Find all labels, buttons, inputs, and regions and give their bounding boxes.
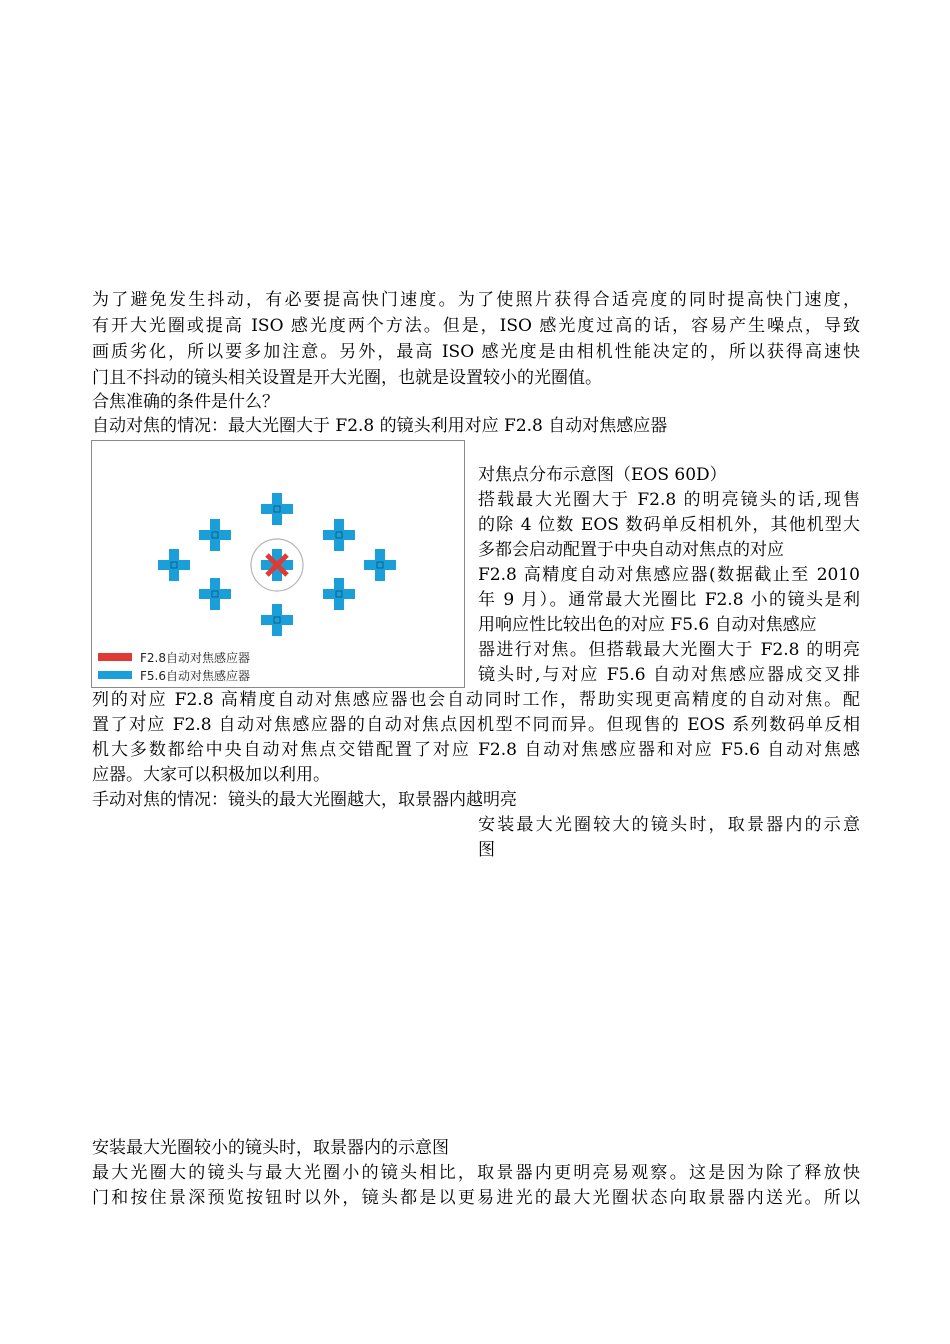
intro-line-2: 有开大光圈或提高 ISO 感光度两个方法。但是，ISO 感光度过高的话，容易产生噪点，导致	[92, 316, 860, 336]
side-line-3: 多都会启动配置于中央自动对焦点的对应	[478, 540, 784, 560]
legend-swatch-f28	[98, 653, 132, 661]
closing-line-2: 门和按住景深预览按钮时以外，镜头都是以更易进光的最大光圈状态向取景器内送光。所以	[92, 1188, 860, 1208]
intro-line-1: 为了避免发生抖动，有必要提高快门速度。为了使照片获得合适亮度的同时提高快门速度，	[92, 290, 860, 310]
full-line-3: 机大多数都给中央自动对焦点交错配置了对应 F2.8 自动对焦感应器和对应 F5.6 自动对焦感	[92, 740, 860, 760]
side-line-4: F2.8 高精度自动对焦感应器(数据截止至 2010	[478, 565, 860, 585]
legend-label-f28: F2.8自动对焦感应器	[140, 651, 250, 665]
side-line-6: 用响应性比较出色的对应 F5.6 自动对焦感应	[478, 615, 817, 635]
af-point-right	[364, 549, 396, 581]
af-point-bottom	[261, 604, 293, 636]
small-aperture-caption: 安装最大光圈较小的镜头时，取景器内的示意图	[92, 1138, 449, 1158]
diagram-caption: 对焦点分布示意图（EOS 60D）	[478, 465, 727, 485]
side-line-1: 搭载最大光圈大于 F2.8 的明亮镜头的话,现售	[478, 490, 860, 510]
side-line-2: 的除 4 位数 EOS 数码单反相机外，其他机型大	[478, 515, 860, 535]
side-line-7: 器进行对焦。但搭载最大光圈大于 F2.8 的明亮	[478, 640, 860, 660]
large-aperture-caption-1: 安装最大光圈较大的镜头时，取景器内的示意	[478, 815, 860, 835]
legend-swatch-f56	[98, 671, 132, 679]
full-line-1: 列的对应 F2.8 高精度自动对焦感应器也会自动同时工作，帮助实现更高精度的自动对焦。配	[92, 690, 860, 710]
full-line-2: 置了对应 F2.8 自动对焦感应器的自动对焦点因机型不同而异。但现售的 EOS 系列数码单反相	[92, 715, 860, 735]
legend-label-f56: F5.6自动对焦感应器	[140, 669, 250, 683]
question-heading: 合焦准确的条件是什么？	[92, 392, 279, 412]
mf-heading: 手动对焦的情况：镜头的最大光圈越大，取景器内越明亮	[92, 790, 517, 810]
af-heading: 自动对焦的情况：最大光圈大于 F2.8 的镜头利用对应 F2.8 自动对焦感应器	[92, 416, 668, 436]
full-line-4: 应器。大家可以积极加以利用。	[92, 765, 330, 785]
closing-line-1: 最大光圈大的镜头与最大光圈小的镜头相比，取景器内更明亮易观察。这是因为除了释放快	[92, 1163, 860, 1183]
af-point-top	[261, 493, 293, 525]
intro-line-3: 画质劣化，所以要多加注意。另外，最高 ISO 感光度是由相机性能决定的，所以获得高速快	[92, 342, 860, 362]
af-point-upper-right	[323, 519, 355, 551]
af-point-lower-right	[323, 578, 355, 610]
side-line-5: 年 9 月）。通常最大光圈比 F2.8 小的镜头是利	[478, 590, 860, 610]
intro-line-4: 门且不抖动的镜头相关设置是开大光圈，也就是设置较小的光圈值。	[92, 368, 602, 388]
af-point-upper-left	[199, 519, 231, 551]
side-line-8: 镜头时,与对应 F5.6 自动对焦感应器成交叉排	[478, 665, 860, 685]
af-point-left	[158, 549, 190, 581]
af-point-diagram-svg	[92, 441, 464, 687]
af-point-diagram	[91, 440, 465, 688]
af-point-lower-left	[199, 578, 231, 610]
large-aperture-caption-2: 图	[478, 840, 495, 860]
